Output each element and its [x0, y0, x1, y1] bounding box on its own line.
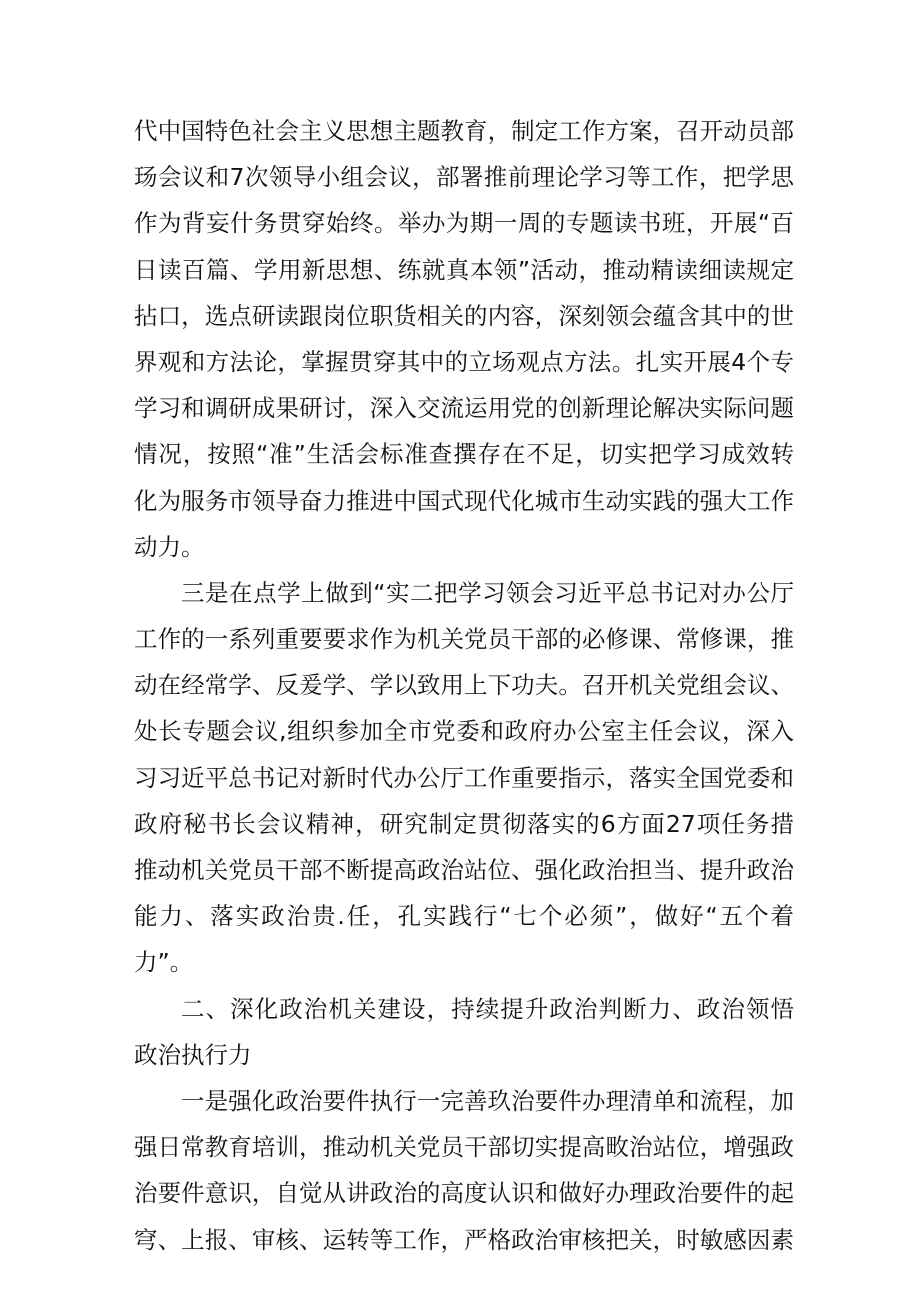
text-line: 推动机关党员干部不断提高政治站位、强化政治担当、提升政治	[134, 856, 794, 884]
paragraph-first-line: 一是强化政治要件执行一完善玖治要件办理清单和流程，加	[181, 1086, 794, 1115]
text-line: 动在经常学、反爰学、学以致用上下功夫。召开机关党组会议、	[134, 671, 794, 700]
text-line: 习习近平总书记对新时代办公厅工作重要指示，落实全国党委和	[134, 763, 794, 792]
paragraph-first-line: 三是在点学上做到“实二把学习领会习近平总书记对办公厅	[181, 578, 794, 607]
text-line: 政府秘书长会议精神，研究制定贯彻落实的6方面27项任务措	[134, 809, 794, 838]
text-line: 拈口，选点研读跟岗位职货相关的内容，深刻领会蕴含其中的世	[134, 301, 794, 330]
text-line: 学习和调研成果研讨，深入交流运用党的创新理论解决实际问题	[134, 394, 794, 423]
text-line: 代中国特色社会主义思想主题教育，制定工作方案，召开动员部	[134, 117, 794, 145]
section-heading: 二、深化政治机关建设，持续提升政治判断力、政治领悟	[181, 994, 794, 1023]
text-line: 穹、上报、审核、运转等工作，严格政治审核把关，时敏感因素	[134, 1225, 794, 1254]
body-text	[134, 108, 794, 1263]
text-line: 情况，按照“准”生活会标准查撰存在不足，切实把学习成效转	[134, 440, 794, 469]
text-line: 界观和方法论，掌握贯穿其中的立场观点方法。扎实开展4个专	[134, 347, 794, 376]
text-line: 处长专题会议,组织参加全市党委和政府办公室主任会议，深入	[134, 717, 794, 746]
text-line: 力”。	[134, 948, 194, 977]
text-line: 日读百篇、学用新思想、练就真本领”活动，推动精读细读规定	[134, 255, 794, 284]
section-heading-continued: 政治执行力	[134, 1040, 252, 1069]
text-line: 工作的一系列重要要求作为机关党员干部的必修课、常修课，推	[134, 625, 794, 654]
text-line: 能力、落实政治贵.任，孔实践行“七个必须”，做好“五个着	[134, 902, 794, 931]
text-line: 作为背妄什务贯穿始终。举办为期一周的专题读书班，开展“百	[134, 209, 794, 238]
text-line: 强日常教育培训，推动机关党员干部切实提高畋治站位，增强政	[134, 1133, 794, 1162]
text-line: 动力。	[134, 532, 205, 561]
text-line: 玚会议和7次领导小组会议，部署推前理论学习等工作，把学思	[134, 163, 794, 192]
text-line: 治要件意识，自觉从讲政治的高度认识和做好办理政治要件的起	[134, 1179, 794, 1208]
text-line: 化为服务市领导奋力推进中国式现代化城市生动实践的强大工作	[134, 486, 794, 515]
